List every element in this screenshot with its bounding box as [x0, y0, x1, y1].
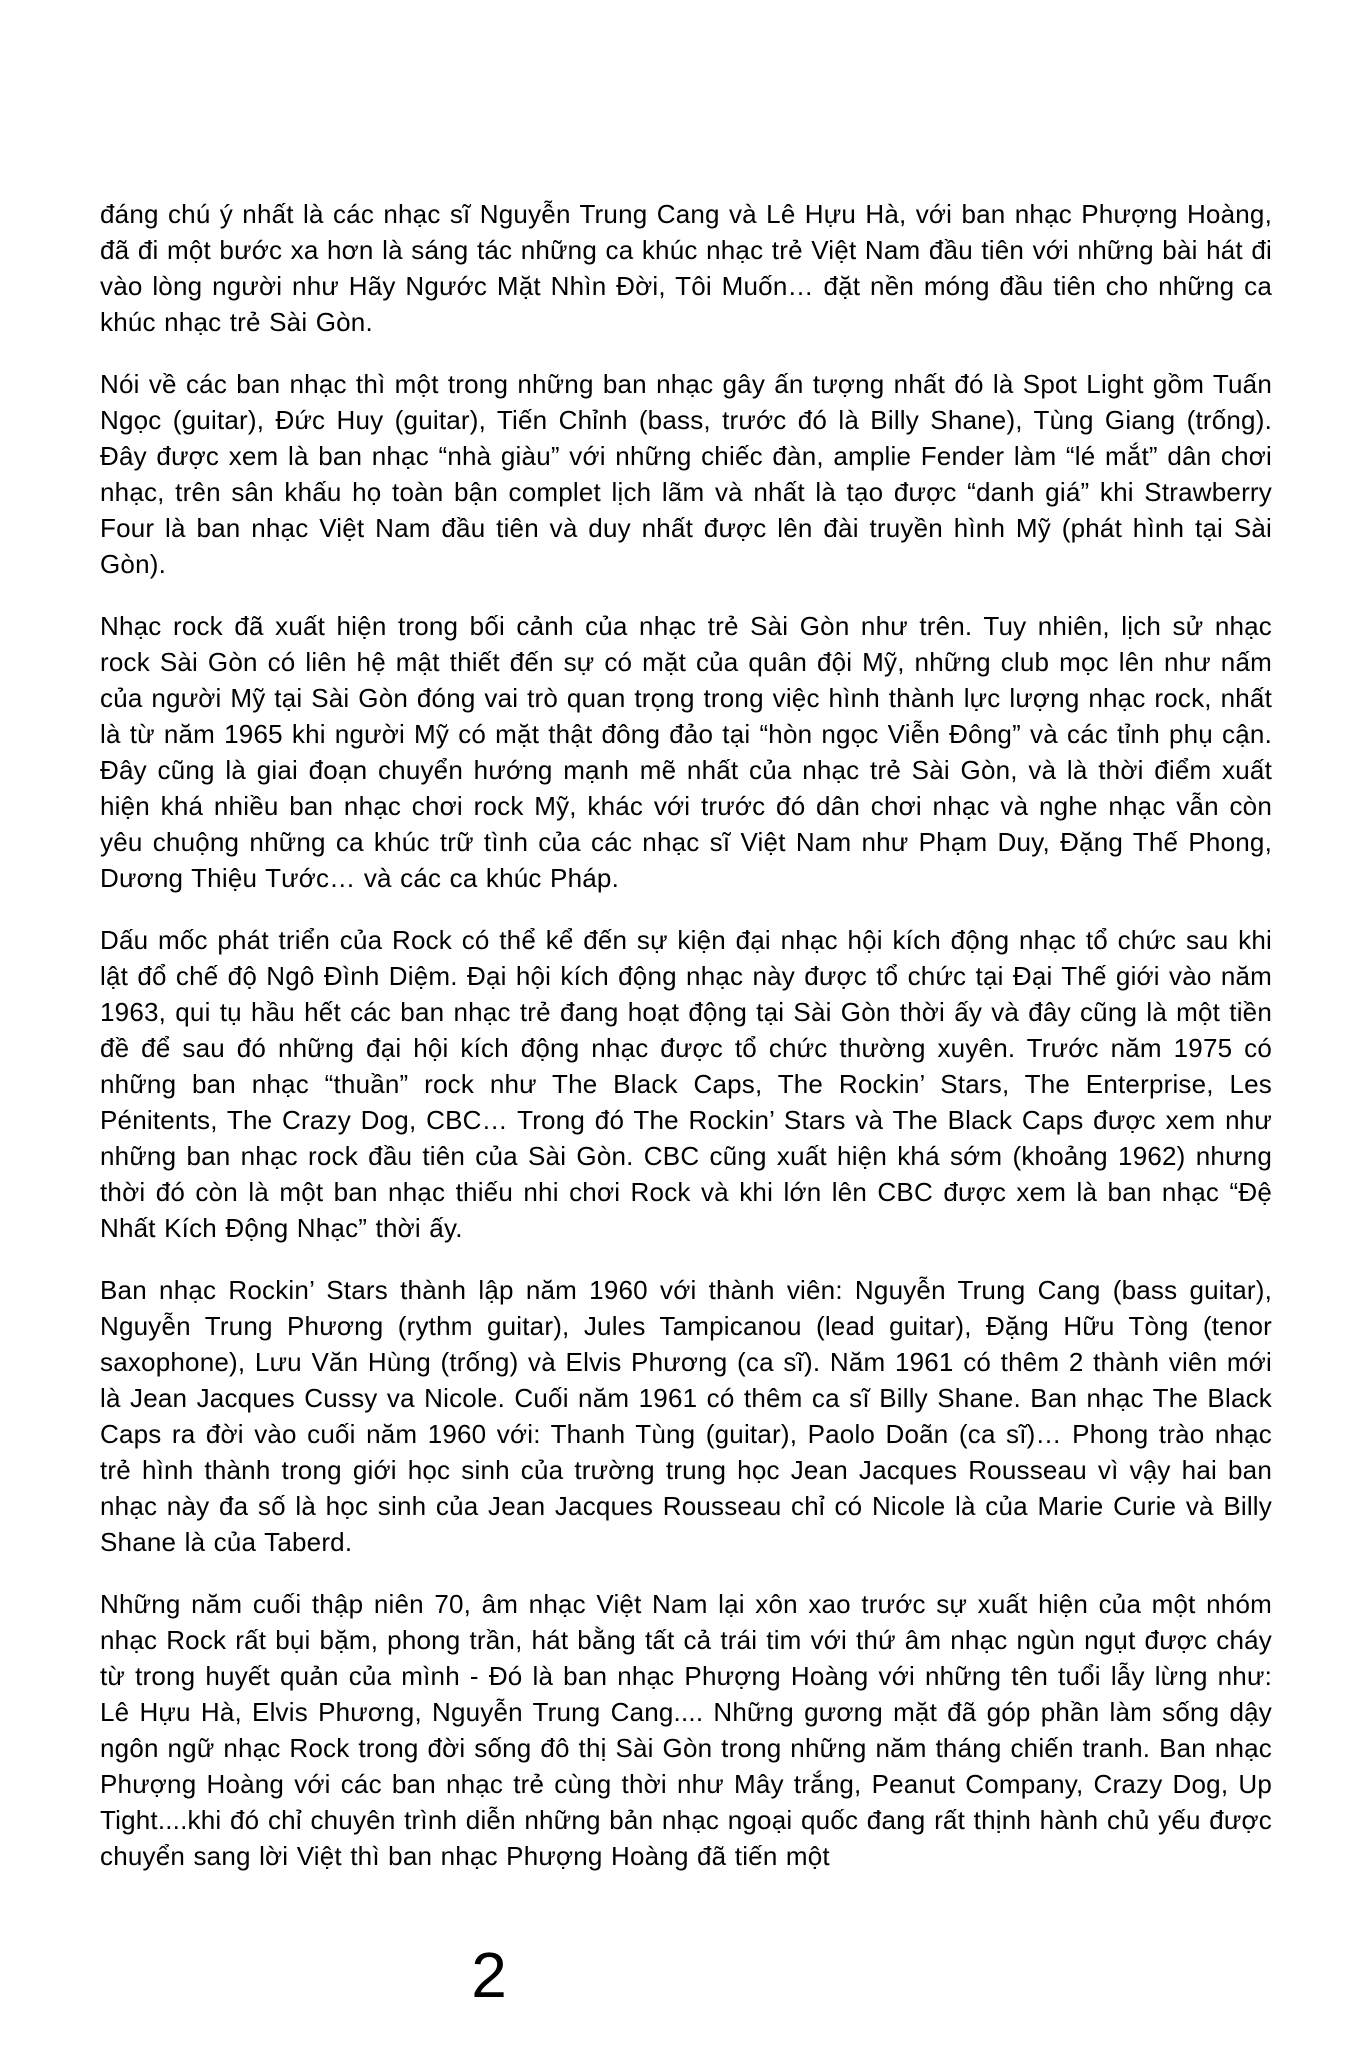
paragraph-5: Ban nhạc Rockin’ Stars thành lập năm 1960 với thành viên: Nguyễn Trung Cang (bass guitar), Nguyễn Trung Phương (rythm guitar), Jules Tampicanou (lead guitar), Đặng Hữu Tòng (tenor saxophone), Lưu Văn Hùng (trống) và Elvis Phương (ca sĩ). Năm 1961 có thêm 2 thành viên mới là Jean Jacques Cussy va Nicole. Cuối năm 1961 có thêm ca sĩ Billy Shane. Ban nhạc The Black Caps ra đời vào cuối năm 1960 với: Thanh Tùng (guitar), Paolo Doãn (ca sĩ)… Phong trào nhạc trẻ hình thành trong giới học sinh của trường trung học Jean Jacques Rousseau vì vậy hai ban nhạc này đa số là học sinh của Jean Jacques Rousseau chỉ có Nicole là của Marie Curie và Billy Shane là của Taberd. [100, 1275, 1272, 1557]
paragraph-4: Dấu mốc phát triển của Rock có thể kể đến sự kiện đại nhạc hội kích động nhạc tổ chức sau khi lật đổ chế độ Ngô Đình Diệm. Đại hội kích động nhạc này được tổ chức tại Đại Thế giới vào năm 1963, qui tụ hầu hết các ban nhạc trẻ đang hoạt động tại Sài Gòn thời ấy và đây cũng là một tiền đề để sau đó những đại hội kích động nhạc được tổ chức thường xuyên. Trước năm 1975 có những ban nhạc “thuần” rock như The Black Caps, The Rockin’ Stars, The Enterprise, Les Pénitents, The Crazy Dog, CBC… Trong đó The Rockin’ Stars và The Black Caps được xem như những ban nhạc rock đầu tiên của Sài Gòn. CBC cũng xuất hiện khá sớm (khoảng 1962) nhưng thời đó còn là một ban nhạc thiếu nhi chơi Rock và khi lớn lên CBC được xem là ban nhạc “Đệ Nhất Kích Động Nhạc” thời ấy. [100, 925, 1272, 1243]
paragraph-6: Những năm cuối thập niên 70, âm nhạc Việt Nam lại xôn xao trước sự xuất hiện của một nhóm nhạc Rock rất bụi bặm, phong trần, hát bằng tất cả trái tim với thứ âm nhạc ngùn ngụt được cháy từ trong huyết quản của mình - Đó là ban nhạc Phượng Hoàng với những tên tuổi lẫy lừng như: Lê Hựu Hà, Elvis Phương, Nguyễn Trung Cang.... Những gương mặt đã góp phần làm sống dậy ngôn ngữ nhạc Rock trong đời sống đô thị Sài Gòn trong những năm tháng chiến tranh. Ban nhạc Phượng Hoàng với các ban nhạc trẻ cùng thời như Mây trắng, Peanut Company, Crazy Dog, Up Tight....khi đó chỉ chuyên trình diễn những bản nhạc ngoại quốc đang rất thịnh hành chủ yếu được chuyển sang lời Việt thì ban nhạc Phượng Hoàng đã tiến một [100, 1589, 1272, 1871]
paragraph-1: đáng chú ý nhất là các nhạc sĩ Nguyễn Trung Cang và Lê Hựu Hà, với ban nhạc Phượng Hoàng, đã đi một bước xa hơn là sáng tác những ca khúc nhạc trẻ Việt Nam đầu tiên với những bài hát đi vào lòng người như Hãy Ngước Mặt Nhìn Đời, Tôi Muốn… đặt nền móng đầu tiên cho những ca khúc nhạc trẻ Sài Gòn. [100, 199, 1272, 337]
paragraph-3: Nhạc rock đã xuất hiện trong bối cảnh của nhạc trẻ Sài Gòn như trên. Tuy nhiên, lịch sử nhạc rock Sài Gòn có liên hệ mật thiết đến sự có mặt của quân đội Mỹ, những club mọc lên như nấm của người Mỹ tại Sài Gòn đóng vai trò quan trọng trong việc hình thành lực lượng nhạc rock, nhất là từ năm 1965 khi người Mỹ có mặt thật đông đảo tại “hòn ngọc Viễn Đông” và các tỉnh phụ cận. Đây cũng là giai đoạn chuyển hướng mạnh mẽ nhất của nhạc trẻ Sài Gòn, và là thời điểm xuất hiện khá nhiều ban nhạc chơi rock Mỹ, khác với trước đó dân chơi nhạc và nghe nhạc vẫn còn yêu chuộng những ca khúc trữ tình của các nhạc sĩ Việt Nam như Phạm Duy, Đặng Thế Phong, Dương Thiệu Tước… và các ca khúc Pháp. [100, 611, 1272, 893]
paragraph-2: Nói về các ban nhạc thì một trong những ban nhạc gây ấn tượng nhất đó là Spot Light gồm Tuấn Ngọc (guitar), Đức Huy (guitar), Tiến Chỉnh (bass, trước đó là Billy Shane), Tùng Giang (trống). Đây được xem là ban nhạc “nhà giàu” với những chiếc đàn, amplie Fender làm “lé mắt” dân chơi nhạc, trên sân khấu họ toàn bận complet lịch lãm và nhất là tạo được “danh giá” khi Strawberry Four là ban nhạc Việt Nam đầu tiên và duy nhất được lên đài truyền hình Mỹ (phát hình tại Sài Gòn). [100, 369, 1272, 579]
page-number: 2 [471, 1939, 507, 2011]
page-text-block [100, 196, 1272, 1900]
